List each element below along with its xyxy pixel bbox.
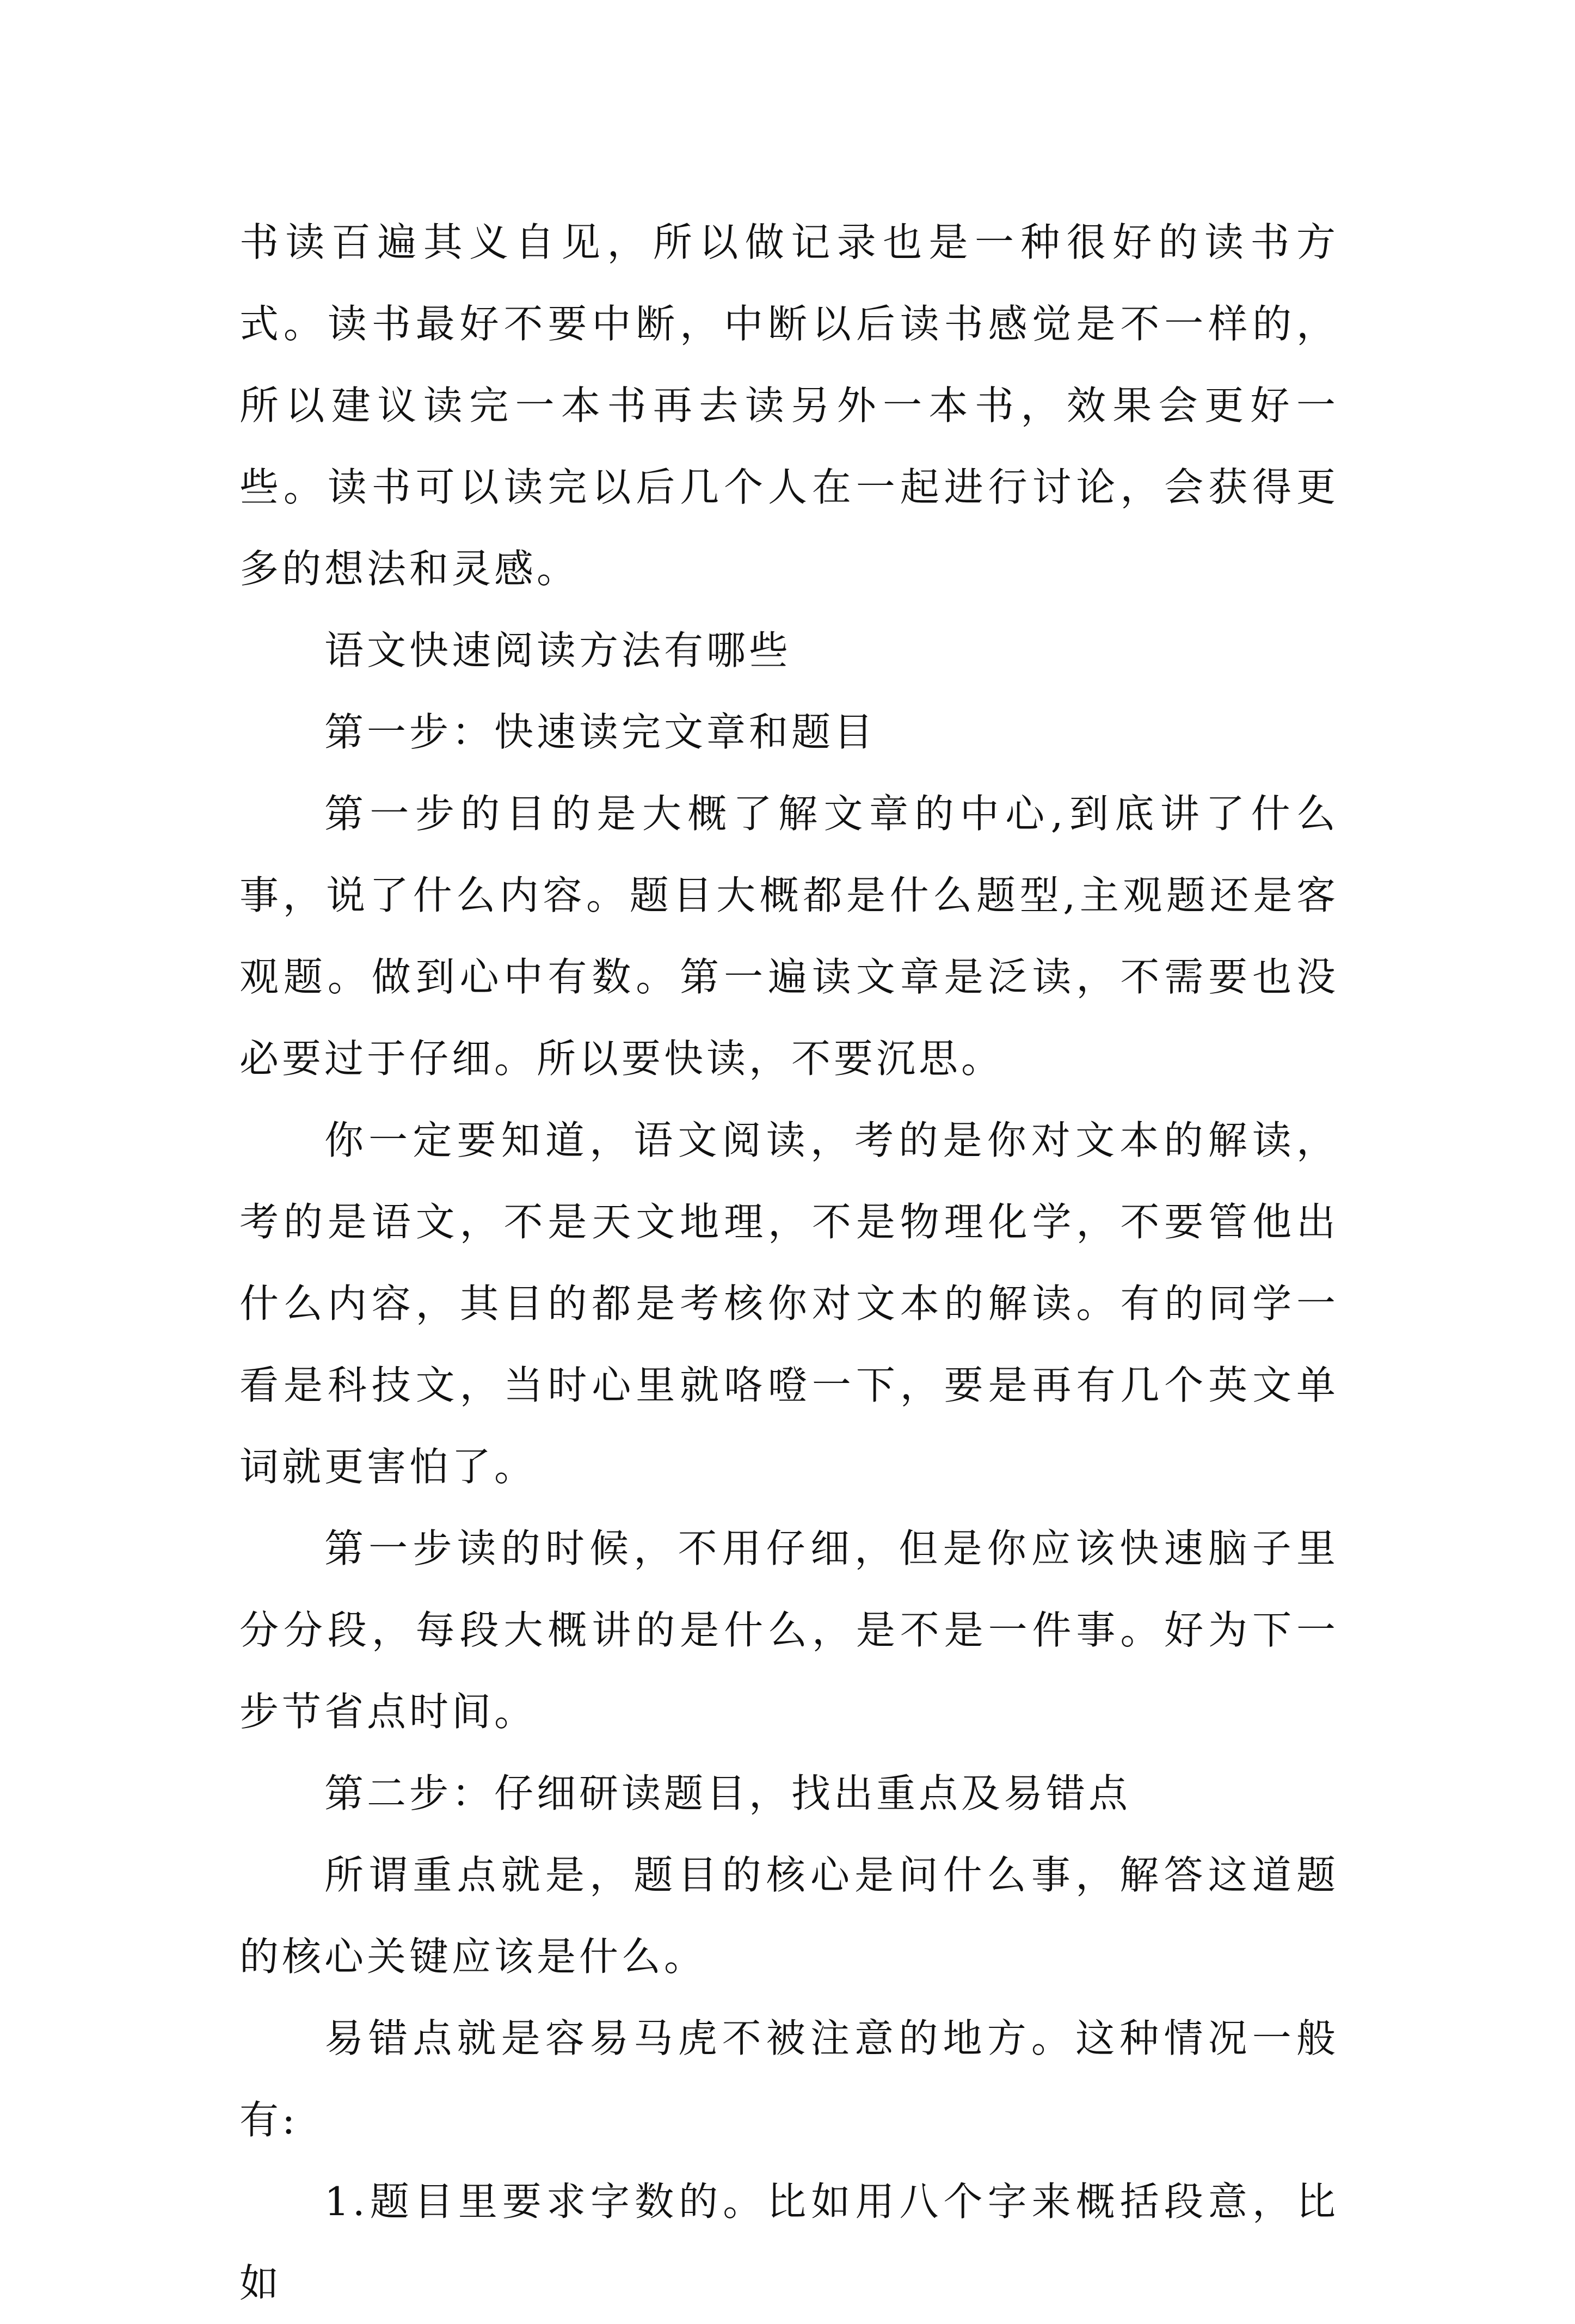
step-one-heading: 第一步：快速读完文章和题目 [324, 709, 877, 755]
list-item-word-count: 1.题目里要求字数的。比如用八个字来概括段意，比如 [239, 2179, 1339, 2306]
paragraph-text-interpretation: 你一定要知道，语文阅读，考的是你对文本的解读，考的是语文，不是天文地理，不是物理化学，不要管他出什么内容，其目的都是考核你对文本的解读。有的同学一看是科技文，当时心里就咯噔一下，要是再有几个英文单词就更害怕了。 [239, 1117, 1339, 1490]
paragraph-step-one-reading: 第一步读的时候，不用仔细，但是你应该快速脑子里分分段，每段大概讲的是什么，是不是一件事。好为下一步节省点时间。 [239, 1526, 1339, 1735]
paragraph-error-prone-points: 易错点就是容易马虎不被注意的地方。这种情况一般有: [239, 2015, 1339, 2143]
paragraph-step-one-purpose: 第一步的目的是大概了解文章的中心,到底讲了什么事，说了什么内容。题目大概都是什么题型,主观题还是客观题。做到心中有数。第一遍读文章是泛读，不需要也没必要过于仔细。所以要快读，不要沉思。 [239, 791, 1339, 1081]
document-body [239, 201, 1339, 2324]
step-two-heading: 第二步：仔细研读题目，找出重点及易错点 [324, 1770, 1131, 1816]
section-heading: 语文快速阅读方法有哪些 [324, 628, 792, 673]
paragraph-key-points: 所谓重点就是，题目的核心是问什么事，解答这道题的核心关键应该是什么。 [239, 1852, 1339, 1979]
paragraph-reading-tips: 书读百遍其义自见，所以做记录也是一种很好的读书方式。读书最好不要中断，中断以后读书感觉是不一样的，所以建议读完一本书再去读另外一本书，效果会更好一些。读书可以读完以后几个人在一起进行讨论，会获得更多的想法和灵感。 [239, 219, 1339, 592]
